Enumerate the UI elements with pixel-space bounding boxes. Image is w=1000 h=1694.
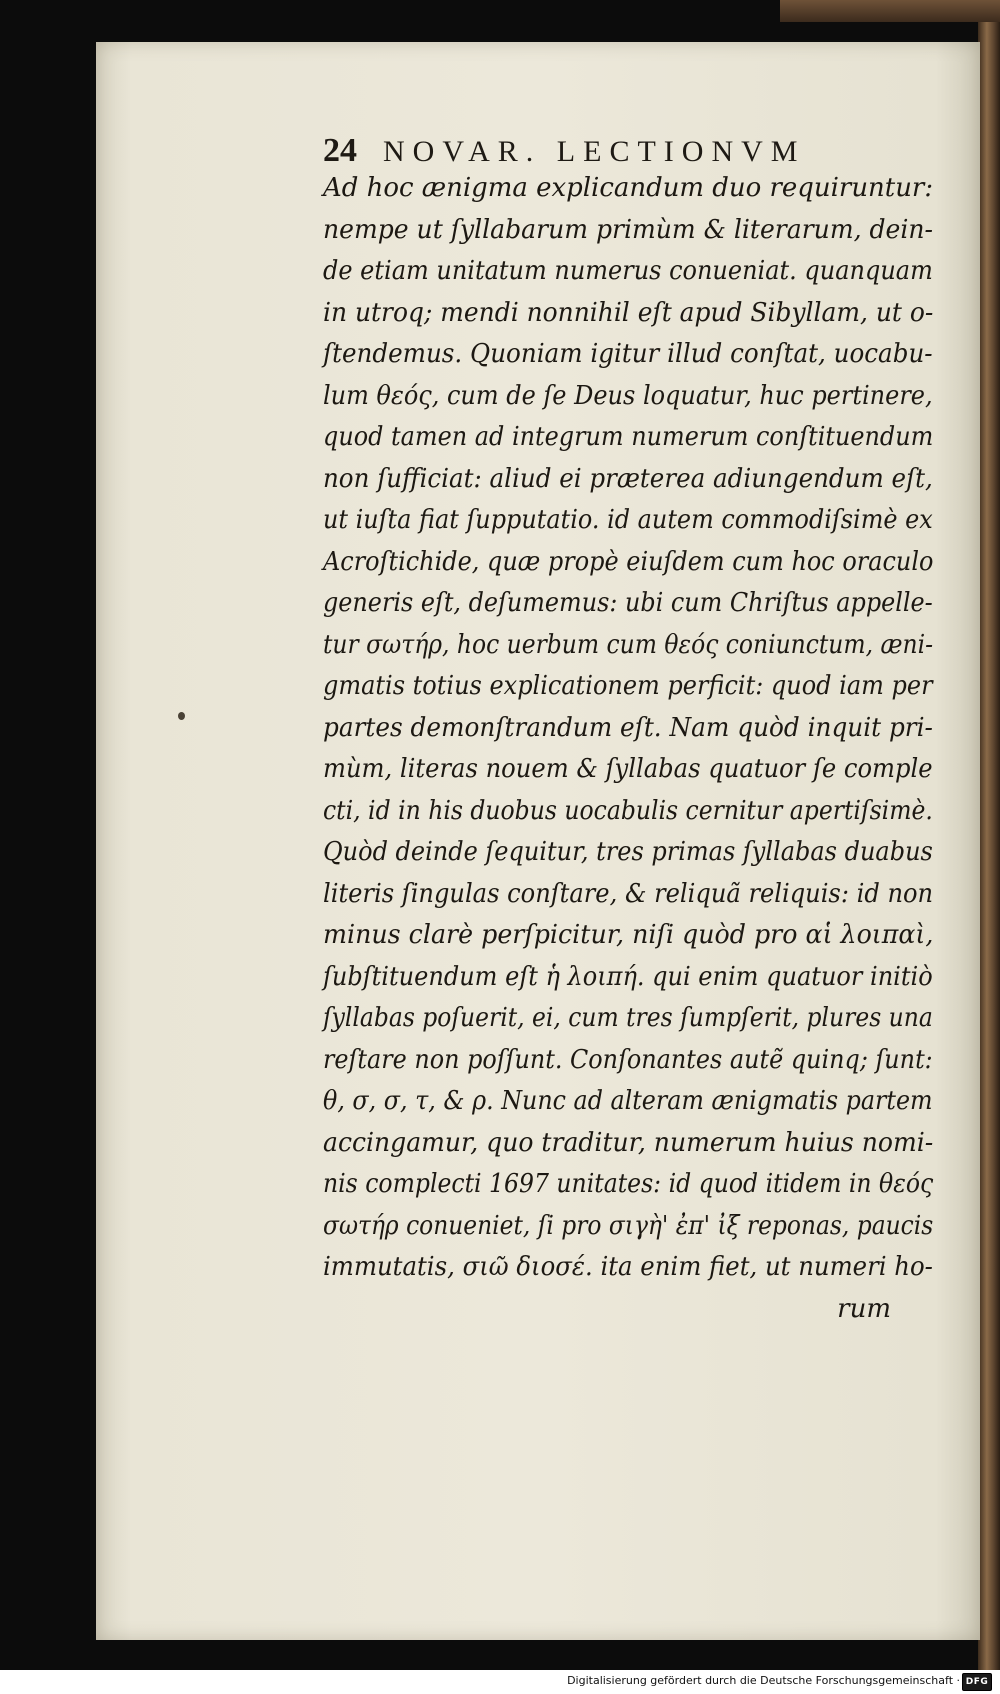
text-line: σωτήρ conueniet, ſi pro σιγὴ' ἐπ' ἰξ reponas, paucis [323,1210,934,1241]
text-line: in utroq; mendi nonnihil eſt apud Sibyllam, ut o- [323,297,934,328]
text-line: nis complecti 1697 unitates: id quod itidem in θεός [323,1169,934,1199]
text-line: ut iuſta fiat ſupputatio. id autem commodiſsimè ex [323,505,933,535]
text-line: literis ſingulas conſtare, & reliquã reliquis: id non [323,878,934,909]
text-line: nempe ut ſyllabarum primùm & literarum, dein- [323,214,933,245]
text-line: mùm, literas nouem & ſyllabas quatuor ſe comple [323,754,933,784]
text-line: gmatis totius explicationem perficit: quod iam per [323,671,933,701]
text-line: Ad hoc ænigma explicandum duo requiruntur: [323,173,934,203]
running-title: NOVAR. LECTIONVM [383,135,806,168]
text-line: ſtendemus. Quoniam igitur illud conſtat, uocabu- [323,339,933,369]
digitization-footer [0,1670,1000,1694]
dfg-credit-text: Digitalisierung gefördert durch die Deutsche Forschungsgemeinschaft · [567,1674,960,1687]
text-line: Quòd deinde ſequitur, tres primas ſyllabas duabus [323,837,933,867]
running-head [323,132,903,172]
body-text [323,168,933,1330]
text-line: de etiam unitatum numerus conueniat. quanquam [323,256,933,286]
text-line: partes demonſtrandum eſt. Nam quòd inquit pri- [323,712,933,743]
text-line: reſtare non poſſunt. Conſonantes autẽ quinq; ſunt: [323,1044,933,1075]
book-binding-edge [978,0,1000,1670]
book-cover-edge [780,0,1000,22]
text-line: ſubſtituendum eſt ἡ λοιπή. qui enim quatuor initiò [323,961,933,992]
text-line: tur σωτήρ, hoc uerbum cum θεός coniunctum, æni- [323,629,933,660]
text-line: generis eſt, deſumemus: ubi cum Chriſtus appelle- [323,588,933,618]
ink-speck [178,712,185,720]
text-line: θ, σ, σ, τ, & ρ. Nunc ad alteram ænigmatis partem [323,1086,933,1116]
text-line: minus clarè perſpicitur, niſi quòd pro αἱ λοιπαὶ, [323,920,934,950]
text-line: cti, id in his duobus uocabulis cernitur apertiſsimè. [323,795,933,826]
catchword: rum [837,1293,891,1324]
text-line: quod tamen ad integrum numerum conſtituendum [323,422,934,452]
text-line: lum θεός, cum de ſe Deus loquatur, huc pertinere, [323,380,933,411]
text-line: immutatis, σιῶ διοσέ. ita enim fiet, ut numeri ho- [323,1252,933,1282]
text-line: non ſufficiat: aliud ei præterea adiungendum eſt, [323,463,933,494]
text-line: ſyllabas poſuerit, ei, cum tres ſumpſerit, plures una [323,1003,933,1033]
text-line: accingamur, quo traditur, numerum huius nomi- [323,1127,934,1158]
text-line: Acroſtichide, quæ propè eiuſdem cum hoc oraculo [323,546,934,577]
dfg-logo-icon: DFG [962,1673,992,1691]
page-number: 24 [323,132,357,169]
